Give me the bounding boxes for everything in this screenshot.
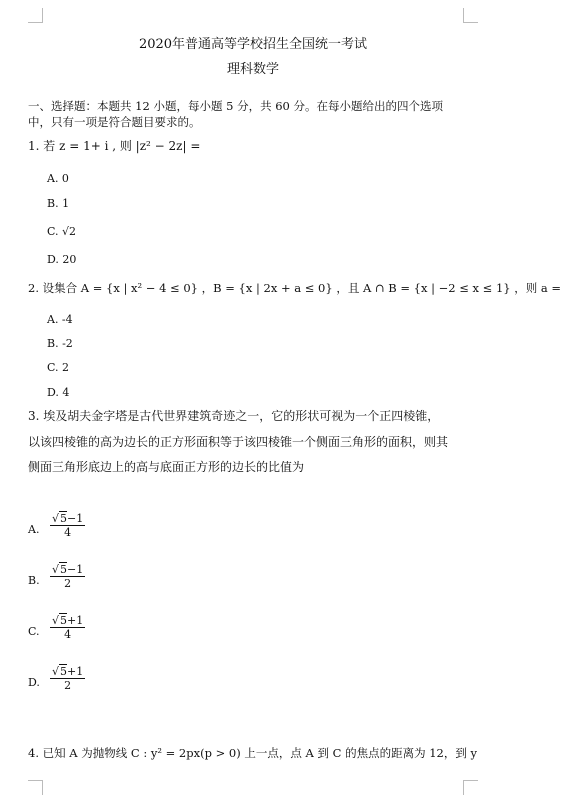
q2-option-a: A. -4 bbox=[47, 313, 73, 326]
corner-mark bbox=[28, 8, 43, 23]
q1-option-c: C. √2 bbox=[47, 225, 77, 238]
q2-option-d: D. 4 bbox=[47, 386, 70, 399]
question-2-stem: 2. 设集合 A = {x | x² − 4 ≤ 0} ，B = {x | 2x + a ≤ 0} ，且 A ∩ B = {x | −2 ≤ x ≤ 1} ，则 a = bbox=[28, 281, 561, 295]
q3-option-a-fraction: $\frac{√5-1}{4}$ bbox=[52, 512, 84, 539]
q2-option-c: C. 2 bbox=[47, 361, 70, 374]
q3-option-a-label: A. bbox=[28, 523, 40, 536]
question-4-stem: 4. 已知 A 为抛物线 C : y² = 2px(p > 0) 上一点，点 A 到 C 的焦点的距离为 12，到 y bbox=[28, 746, 478, 760]
q2-option-b: B. -2 bbox=[47, 337, 73, 350]
q3-option-b-label: B. bbox=[28, 574, 40, 587]
question-3-line3: 侧面三角形底边上的高与底面正方形的边长的比值为 bbox=[28, 460, 305, 474]
exam-title: 2020年普通高等学校招生全国统一考试 bbox=[138, 37, 368, 52]
question-3-line2: 以该四棱锥的高为边长的正方形面积等于该四棱锥一个侧面三角形的面积，则其 bbox=[28, 435, 449, 449]
q1-option-a: A. 0 bbox=[47, 172, 69, 185]
q3-option-c-fraction: $\frac{√5+1}{4}$ bbox=[52, 614, 84, 641]
corner-mark bbox=[28, 780, 43, 795]
q3-option-c-label: C. bbox=[28, 625, 40, 638]
corner-mark bbox=[463, 780, 478, 795]
corner-mark bbox=[463, 8, 478, 23]
q3-option-b-fraction: $\frac{√5-1}{2}$ bbox=[52, 563, 84, 590]
q3-option-d-label: D. bbox=[28, 676, 40, 689]
question-3-line1: 3. 埃及胡夫金字塔是古代世界建筑奇迹之一，它的形状可视为一个正四棱锥， bbox=[28, 409, 440, 423]
question-1-stem: 1. 若 z = 1+ i , 则 |z² − 2z| = bbox=[28, 139, 201, 153]
exam-subject: 理科数学 bbox=[226, 62, 279, 77]
q1-option-b: B. 1 bbox=[47, 197, 70, 210]
section-instructions-line1: 一、选择题：本题共 12 小题，每小题 5 分，共 60 分。在每小题给出的四个选项 bbox=[28, 99, 444, 113]
q3-option-d-fraction: $\frac{√5+1}{2}$ bbox=[52, 665, 84, 692]
section-instructions-line2: 中，只有一项是符合题目要求的。 bbox=[28, 115, 201, 129]
q1-option-d: D. 20 bbox=[47, 253, 77, 266]
